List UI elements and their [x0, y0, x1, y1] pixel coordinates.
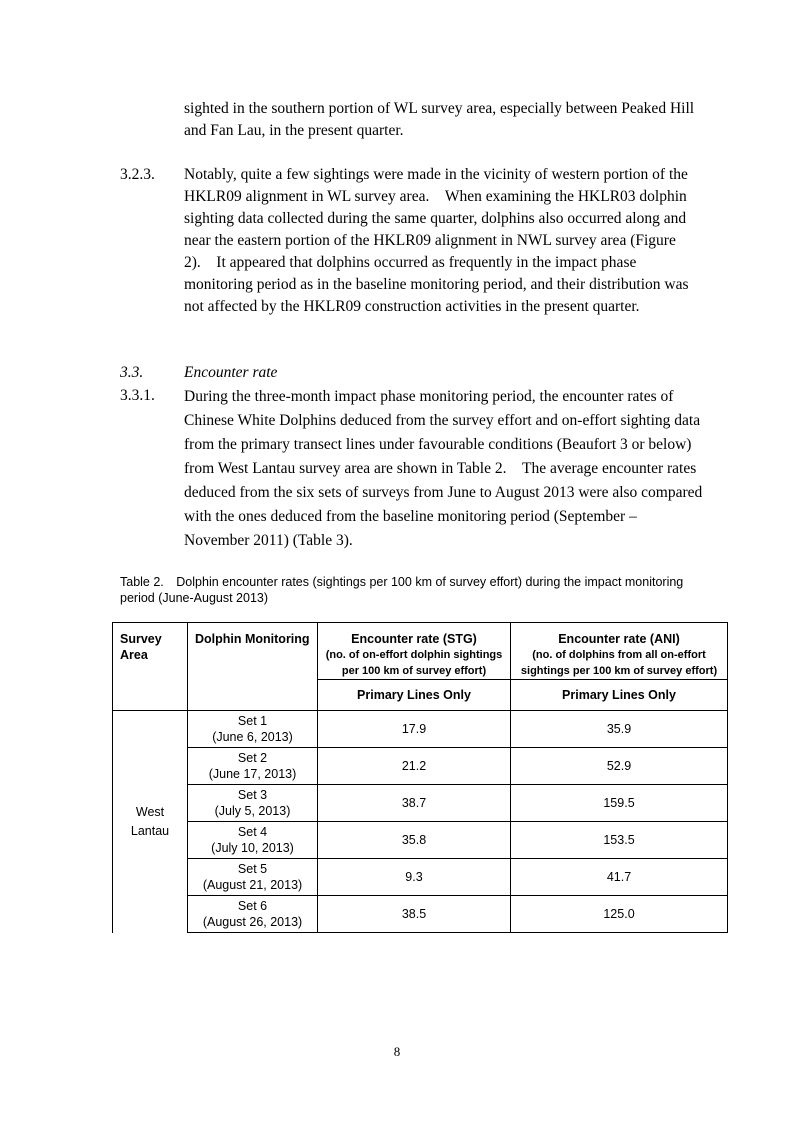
set-cell	[188, 785, 318, 822]
header-ani-subtitle: (no. of dolphins from all on-effort sightings per 100 km of survey effort)	[520, 649, 718, 677]
paragraph-3-2-3: Notably, quite a few sightings were made in the vicinity of western portion of the HKLR09 alignment in WL survey area. When examining the HKLR03 dolphin sighting data collected during the same quarter, dolphins also occurred along and near the eastern portion of the HKLR09 alignment in NWL survey area (Figure 2). It appeared that dolphins occurred as frequently in the impact phase monitoring period as in the baseline monitoring period, and their distribution was not affected by the HKLR09 construction activities in the present quarter.	[184, 166, 689, 315]
set-label: Set 3	[237, 788, 268, 802]
table-row	[113, 711, 728, 748]
stg-value: 9.3	[318, 859, 511, 896]
header-dolphin-monitoring: Dolphin Monitoring	[188, 623, 318, 711]
set-date: (June 6, 2013)	[212, 730, 293, 744]
set-date: (July 10, 2013)	[211, 841, 294, 855]
set-label: Set 1	[237, 714, 268, 728]
set-cell	[188, 748, 318, 785]
set-date: (August 26, 2013)	[202, 915, 303, 929]
set-date: (June 17, 2013)	[208, 767, 297, 781]
header-survey-area: Survey Area	[113, 623, 188, 711]
ani-value: 153.5	[511, 822, 728, 859]
table-row	[113, 785, 728, 822]
header-stg	[318, 623, 511, 680]
ani-value: 52.9	[511, 748, 728, 785]
set-cell	[188, 822, 318, 859]
table-header-row	[113, 623, 728, 680]
table-row	[113, 859, 728, 896]
section-number-3-3: 3.3.	[120, 364, 144, 381]
paragraph-3-3-1: During the three-month impact phase monitoring period, the encounter rates of Chinese White Dolphins deduced from the survey effort and on-effort sighting data from the primary transect lines under favourable conditions (Beaufort 3 or below) from West Lantau survey area are shown in Table 2. The average encounter rates deduced from the six sets of surveys from June to August 2013 were also compared with the ones deduced from the baseline monitoring period (September – November 2011) (Table 3).	[184, 388, 703, 549]
set-label: Set 2	[237, 751, 268, 765]
page-number: 8	[393, 1044, 401, 1059]
set-label: Set 4	[237, 825, 268, 839]
encounter-rate-table	[112, 622, 728, 933]
section-number-3-3-1: 3.3.1.	[120, 387, 155, 404]
set-label: Set 6	[237, 899, 268, 913]
set-cell	[188, 859, 318, 896]
stg-value: 21.2	[318, 748, 511, 785]
paragraph-continued: sighted in the southern portion of WL survey area, especially between Peaked Hill and Fan Lau, in the present quarter.	[184, 100, 695, 139]
table-row	[113, 748, 728, 785]
set-date: (August 21, 2013)	[202, 878, 303, 892]
section-heading-encounter-rate: Encounter rate	[184, 364, 278, 381]
table-caption: Table 2. Dolphin encounter rates (sightings per 100 km of survey effort) during the impact monitoring period (June-August 2013)	[120, 575, 684, 605]
set-date: (July 5, 2013)	[214, 804, 291, 818]
header-stg-title: Encounter rate (STG)	[351, 632, 477, 646]
ani-value: 159.5	[511, 785, 728, 822]
stg-value: 17.9	[318, 711, 511, 748]
header-primary-lines-stg: Primary Lines Only	[318, 680, 511, 711]
stg-value: 35.8	[318, 822, 511, 859]
area-line-1: West	[135, 804, 165, 819]
section-number-3-2-3: 3.2.3.	[120, 166, 155, 183]
area-line-2: Lantau	[130, 823, 170, 838]
set-cell	[188, 711, 318, 748]
header-primary-lines-ani: Primary Lines Only	[511, 680, 728, 711]
ani-value: 41.7	[511, 859, 728, 896]
ani-value: 35.9	[511, 711, 728, 748]
header-ani-title: Encounter rate (ANI)	[558, 632, 680, 646]
set-cell	[188, 896, 318, 933]
header-ani	[511, 623, 728, 680]
set-label: Set 5	[237, 862, 268, 876]
stg-value: 38.5	[318, 896, 511, 933]
area-west-lantau	[113, 711, 188, 933]
header-stg-subtitle: (no. of on-effort dolphin sightings per 100 km of survey effort)	[325, 649, 503, 677]
ani-value: 125.0	[511, 896, 728, 933]
table-row	[113, 822, 728, 859]
table-row	[113, 896, 728, 933]
stg-value: 38.7	[318, 785, 511, 822]
